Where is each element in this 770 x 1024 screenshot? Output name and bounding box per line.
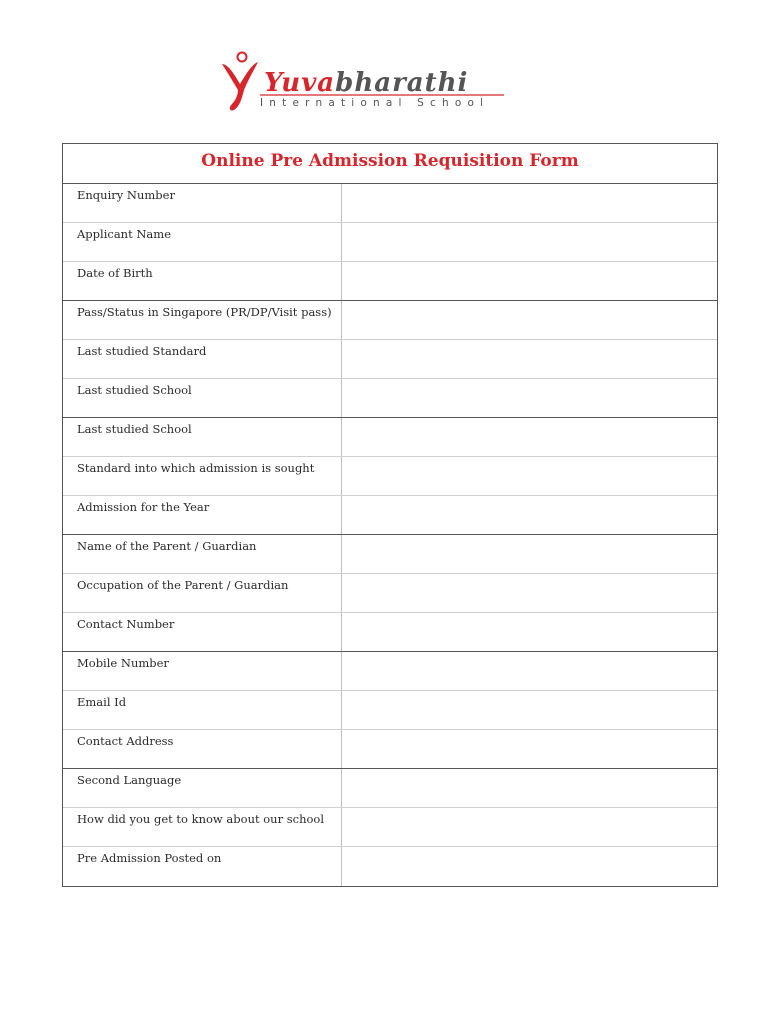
field-value[interactable]: [342, 613, 717, 651]
field-value[interactable]: [342, 535, 717, 573]
form-row: [63, 847, 717, 886]
field-value[interactable]: [342, 223, 717, 261]
form-row: [63, 574, 717, 613]
field-value[interactable]: [342, 379, 717, 417]
field-value[interactable]: [342, 496, 717, 534]
field-label: Last studied Standard: [63, 340, 342, 378]
form-row: [63, 223, 717, 262]
logo-subtitle: International School: [260, 97, 490, 109]
form-row: [63, 457, 717, 496]
logo-wordmark-red: Yuva: [264, 68, 336, 98]
form-row: [63, 340, 717, 379]
field-label: Enquiry Number: [63, 184, 342, 222]
field-value[interactable]: [342, 574, 717, 612]
field-value[interactable]: [342, 457, 717, 495]
form-row: [63, 301, 717, 340]
field-label: Last studied School: [63, 418, 342, 456]
field-value[interactable]: [342, 652, 717, 690]
field-value[interactable]: [342, 301, 717, 339]
logo-wordmark-grey: bharathi: [335, 68, 469, 98]
field-value[interactable]: [342, 340, 717, 378]
form-rows: [63, 184, 717, 886]
field-label: Name of the Parent / Guardian: [63, 535, 342, 573]
field-label: Mobile Number: [63, 652, 342, 690]
school-logo: [218, 48, 508, 116]
form-row: [63, 535, 717, 574]
field-label: Pre Admission Posted on: [63, 847, 342, 886]
field-label: Occupation of the Parent / Guardian: [63, 574, 342, 612]
field-value[interactable]: [342, 262, 717, 300]
field-label: Standard into which admission is sought: [63, 457, 342, 495]
form-row: [63, 808, 717, 847]
form-row: [63, 379, 717, 418]
form-row: [63, 769, 717, 808]
field-label: Contact Number: [63, 613, 342, 651]
field-value[interactable]: [342, 769, 717, 807]
field-label: Last studied School: [63, 379, 342, 417]
form-row: [63, 262, 717, 301]
field-value[interactable]: [342, 730, 717, 768]
form-row: [63, 613, 717, 652]
form-row: [63, 691, 717, 730]
field-label: Email Id: [63, 691, 342, 729]
field-label: Date of Birth: [63, 262, 342, 300]
form-row: [63, 184, 717, 223]
form-row: [63, 496, 717, 535]
form-title: Online Pre Admission Requisition Form: [63, 144, 717, 184]
form-row: [63, 730, 717, 769]
field-value[interactable]: [342, 184, 717, 222]
field-label: Admission for the Year: [63, 496, 342, 534]
field-value[interactable]: [342, 808, 717, 846]
field-label: Applicant Name: [63, 223, 342, 261]
field-label: Second Language: [63, 769, 342, 807]
form-row: [63, 418, 717, 457]
field-label: Contact Address: [63, 730, 342, 768]
field-label: How did you get to know about our school: [63, 808, 342, 846]
form-row: [63, 652, 717, 691]
admission-form: [62, 143, 718, 887]
field-value[interactable]: [342, 847, 717, 886]
field-label: Pass/Status in Singapore (PR/DP/Visit pass): [63, 301, 342, 339]
field-value[interactable]: [342, 691, 717, 729]
field-value[interactable]: [342, 418, 717, 456]
